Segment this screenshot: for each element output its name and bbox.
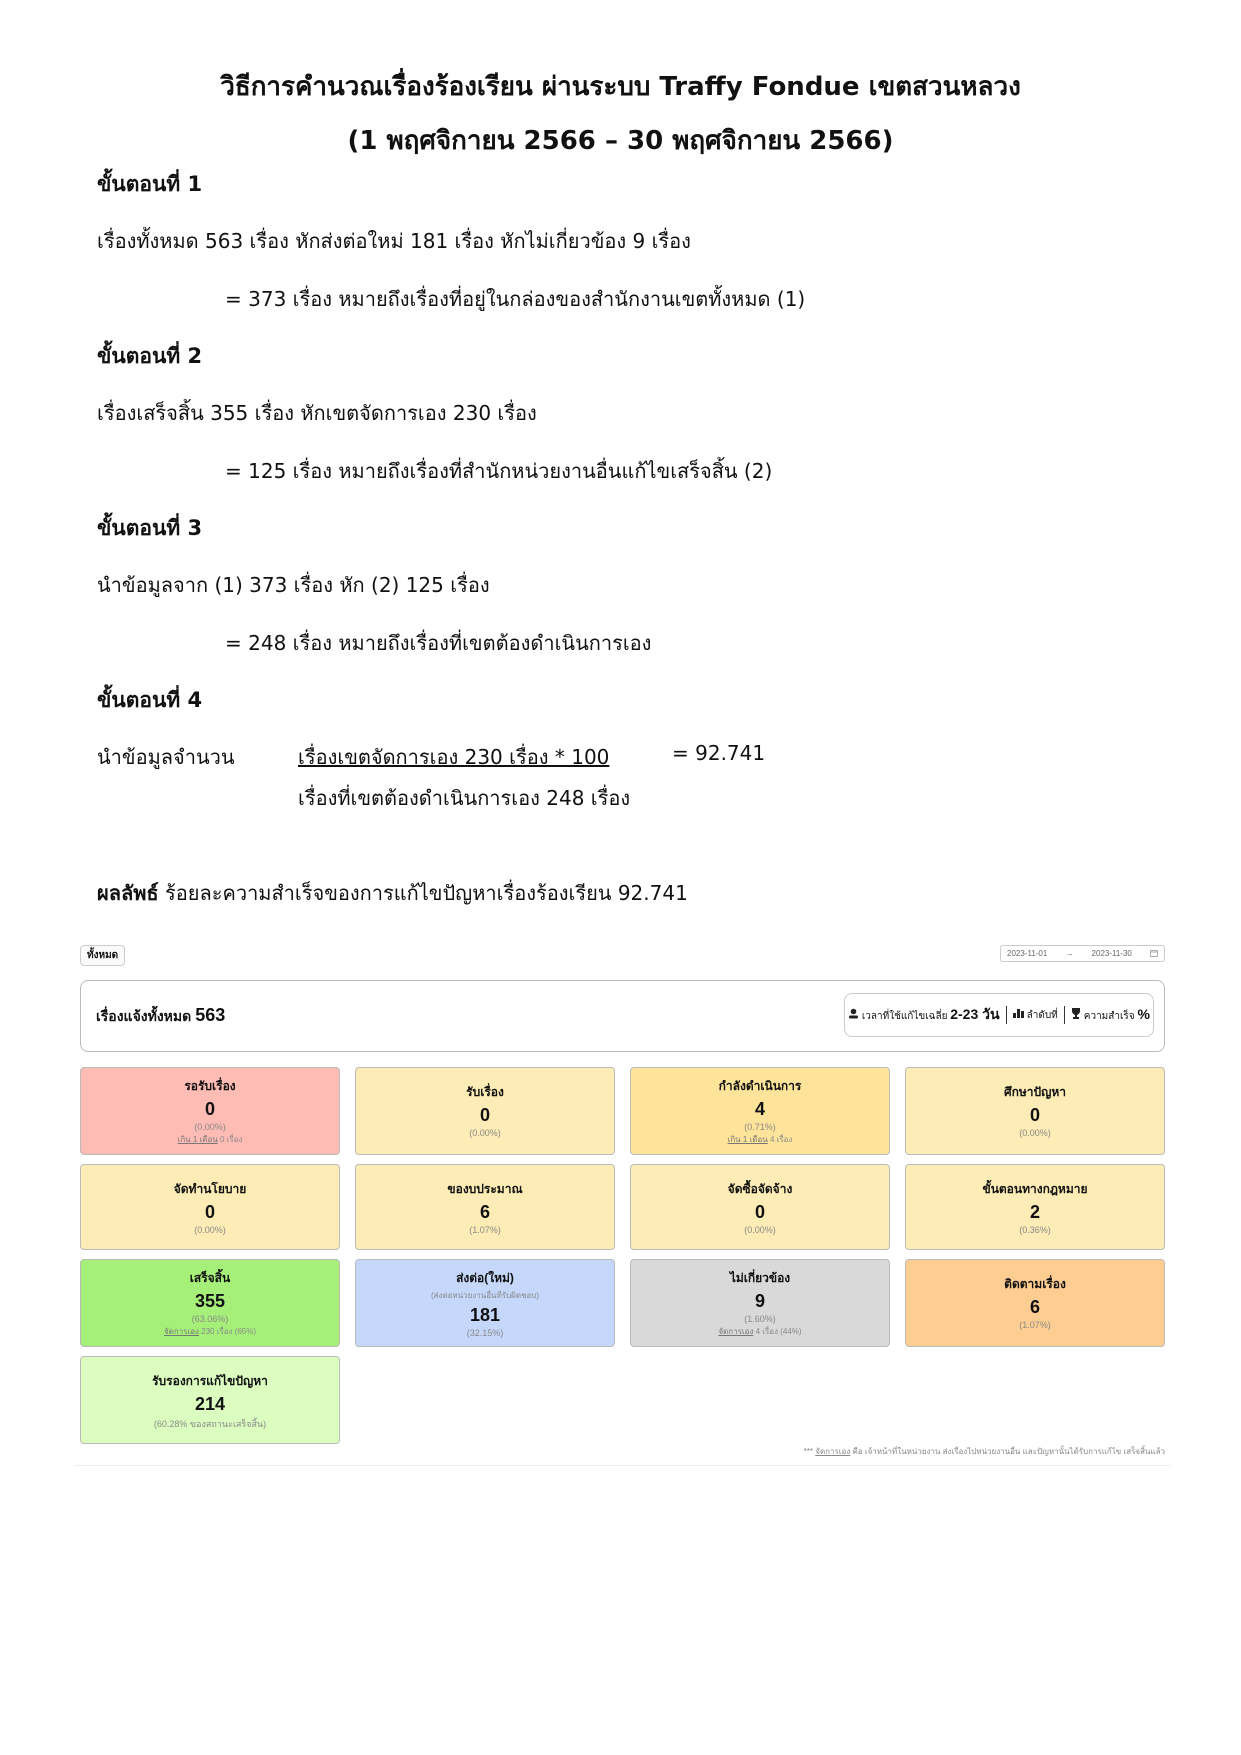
success-stat [1071, 1006, 1150, 1024]
step3-text: นำข้อมูลจาก (1) 373 เรื่อง หัก (2) 125 เรื่อง [97, 573, 490, 597]
card-title: ศึกษาปัญหา [1003, 1085, 1067, 1099]
step3-heading: ขั้นตอนที่ 3 [97, 516, 203, 540]
calendar-icon [1150, 949, 1158, 959]
card-percent: (0.00%) [194, 1122, 226, 1132]
card-sub-link[interactable]: จัดการเอง [163, 1327, 199, 1336]
stats-box [844, 993, 1154, 1037]
card-title: ส่งต่อ(ใหม่) [456, 1271, 514, 1285]
footnote-prefix: *** [803, 1447, 814, 1456]
user-icon [848, 1011, 862, 1022]
avg-time-value: 2-23 วัน [950, 1006, 1000, 1022]
card-title: กำลังดำเนินการ [718, 1079, 802, 1093]
card-percent: (0.36%) [1019, 1225, 1051, 1235]
status-card[interactable] [630, 1164, 890, 1250]
document-title: วิธีการคำนวณเรื่องร้องเรียน ผ่านระบบ Traffy Fondue เขตสวนหลวง [220, 72, 1021, 102]
card-value: 0 [1029, 1105, 1040, 1125]
card-percent: (0.00%) [744, 1225, 776, 1235]
card-value: 0 [204, 1202, 215, 1222]
result-line [97, 877, 688, 909]
status-card[interactable] [630, 1259, 890, 1347]
dashboard-screenshot [80, 945, 1165, 1465]
total-value: 563 [195, 1005, 226, 1025]
card-title: ติดตามเรื่อง [1004, 1277, 1066, 1291]
status-card[interactable] [80, 1356, 340, 1444]
card-value: 181 [469, 1305, 501, 1325]
card-percent: (32.15%) [466, 1328, 504, 1338]
card-percent: (60.28% ของสถานะเสร็จสิ้น) [153, 1419, 267, 1429]
card-sub [631, 1325, 889, 1338]
card-value: 6 [479, 1202, 490, 1222]
avg-time-stat [848, 1004, 1000, 1026]
total-label-text: เรื่องแจ้งทั้งหมด [96, 1008, 192, 1024]
card-sub-text: 4 เรื่อง (44%) [753, 1327, 802, 1336]
step4-label: นำข้อมูลจำนวน [97, 745, 235, 769]
card-title: ของบประมาณ [447, 1182, 523, 1196]
card-percent: (63.06%) [191, 1314, 229, 1324]
step3-result: = 248 เรื่อง หมายถึงเรื่องที่เขตต้องดำเนินการเอง [225, 631, 652, 655]
avg-time-label: เวลาที่ใช้แก้ไขเฉลี่ย [861, 1011, 948, 1022]
card-sub-link[interactable]: เกิน 1 เดือน [727, 1135, 768, 1144]
card-sub [81, 1133, 339, 1146]
document-period: (1 พฤศจิกายน 2566 – 30 พฤศจิกายน 2566) [347, 126, 894, 156]
card-value: 0 [204, 1099, 215, 1119]
card-percent: (0.00%) [1019, 1128, 1051, 1138]
card-sub-link[interactable]: เกิน 1 เดือน [177, 1135, 218, 1144]
card-percent: (0.00%) [469, 1128, 501, 1138]
card-value: 355 [194, 1291, 226, 1311]
card-title: รับเรื่อง [466, 1085, 504, 1099]
card-sub-text: 4 เรื่อง [767, 1135, 793, 1144]
date-from: 2023-11-01 [1007, 949, 1048, 958]
total-label [96, 1005, 225, 1028]
date-range-picker[interactable] [1000, 945, 1165, 962]
status-card[interactable] [80, 1067, 340, 1155]
step4-equals: = 92.741 [672, 741, 766, 765]
step2-heading: ขั้นตอนที่ 2 [97, 344, 203, 368]
step1-heading: ขั้นตอนที่ 1 [97, 172, 203, 196]
card-value: 2 [1029, 1202, 1040, 1222]
card-percent: (0.00%) [194, 1225, 226, 1235]
card-sub-text: 0 เรื่อง [217, 1135, 243, 1144]
rank-label: ลำดับที่ [1026, 1010, 1058, 1021]
success-value: % [1137, 1006, 1150, 1022]
step4-heading: ขั้นตอนที่ 4 [97, 688, 203, 712]
status-card[interactable] [355, 1164, 615, 1250]
footnote-text: คือ เจ้าหน้าที่ในหน่วยงาน ส่งเรื่องไปหน่วยงานอื่น และปัญหานั้นได้รับการแก้ไข เสร็จสิ้นแล้ว [852, 1447, 1165, 1456]
card-title: จัดทำนโยบาย [173, 1182, 247, 1196]
footnote-link[interactable]: จัดการเอง [815, 1447, 851, 1456]
step1-result: = 373 เรื่อง หมายถึงเรื่องที่อยู่ในกล่องของสำนักงานเขตทั้งหมด (1) [225, 287, 806, 311]
divider [1064, 1006, 1065, 1024]
card-value: 214 [194, 1394, 226, 1414]
status-card[interactable] [630, 1067, 890, 1155]
card-percent: (1.07%) [1019, 1320, 1051, 1330]
all-button[interactable]: ทั้งหมด [80, 945, 125, 966]
card-title: จัดซื้อจัดจ้าง [727, 1182, 793, 1196]
status-card[interactable] [355, 1067, 615, 1155]
card-value: 6 [1029, 1297, 1040, 1317]
card-percent: (1.60%) [744, 1314, 776, 1324]
footnote [804, 1445, 1165, 1458]
result-label: ผลลัพธ์ [97, 881, 159, 905]
card-sub [81, 1325, 339, 1338]
card-title: รอรับเรื่อง [184, 1079, 236, 1093]
status-card[interactable] [905, 1067, 1165, 1155]
step1-text: เรื่องทั้งหมด 563 เรื่อง หักส่งต่อใหม่ 181 เรื่อง หักไม่เกี่ยวข้อง 9 เรื่อง [97, 229, 691, 253]
step4-numerator: เรื่องเขตจัดการเอง 230 เรื่อง * 100 [298, 745, 610, 769]
status-card[interactable] [905, 1259, 1165, 1347]
summary-header [80, 980, 1165, 1052]
result-text: ร้อยละความสำเร็จของการแก้ไขปัญหาเรื่องร้องเรียน 92.741 [164, 881, 688, 905]
trophy-icon [1071, 1011, 1084, 1022]
status-card[interactable] [355, 1259, 615, 1347]
card-value: 4 [754, 1099, 765, 1119]
card-value: 0 [479, 1105, 490, 1125]
status-card[interactable] [80, 1259, 340, 1347]
ranking-icon [1013, 1010, 1027, 1021]
card-value: 9 [754, 1291, 765, 1311]
arrow-icon: → [1065, 949, 1074, 958]
success-label: ความสำเร็จ [1083, 1011, 1135, 1022]
status-card[interactable] [80, 1164, 340, 1250]
rank-stat [1013, 1007, 1058, 1023]
card-sub-text: 230 เรื่อง (65%) [198, 1327, 257, 1336]
step4-denominator: เรื่องที่เขตต้องดำเนินการเอง 248 เรื่อง [298, 786, 631, 810]
card-percent: (0.71%) [744, 1122, 776, 1132]
divider [1006, 1006, 1007, 1024]
card-percent: (1.07%) [469, 1225, 501, 1235]
card-note: (ส่งต่อหน่วยงานอื่นที่รับผิดชอบ) [430, 1291, 540, 1300]
card-title: เสร็จสิ้น [189, 1271, 231, 1285]
card-title: ไม่เกี่ยวข้อง [729, 1271, 791, 1285]
card-value: 0 [754, 1202, 765, 1222]
card-sub-link[interactable]: จัดการเอง [718, 1327, 754, 1336]
date-to: 2023-11-30 [1091, 949, 1132, 958]
step2-text: เรื่องเสร็จสิ้น 355 เรื่อง หักเขตจัดการเอง 230 เรื่อง [97, 401, 537, 425]
step2-result: = 125 เรื่อง หมายถึงเรื่องที่สำนักหน่วยงานอื่นแก้ไขเสร็จสิ้น (2) [225, 459, 773, 483]
card-title: ขั้นตอนทางกฎหมาย [982, 1182, 1088, 1196]
status-card[interactable] [905, 1164, 1165, 1250]
card-title: รับรองการแก้ไขปัญหา [152, 1374, 268, 1388]
bottom-rule [74, 1465, 1171, 1466]
card-sub [631, 1133, 889, 1146]
